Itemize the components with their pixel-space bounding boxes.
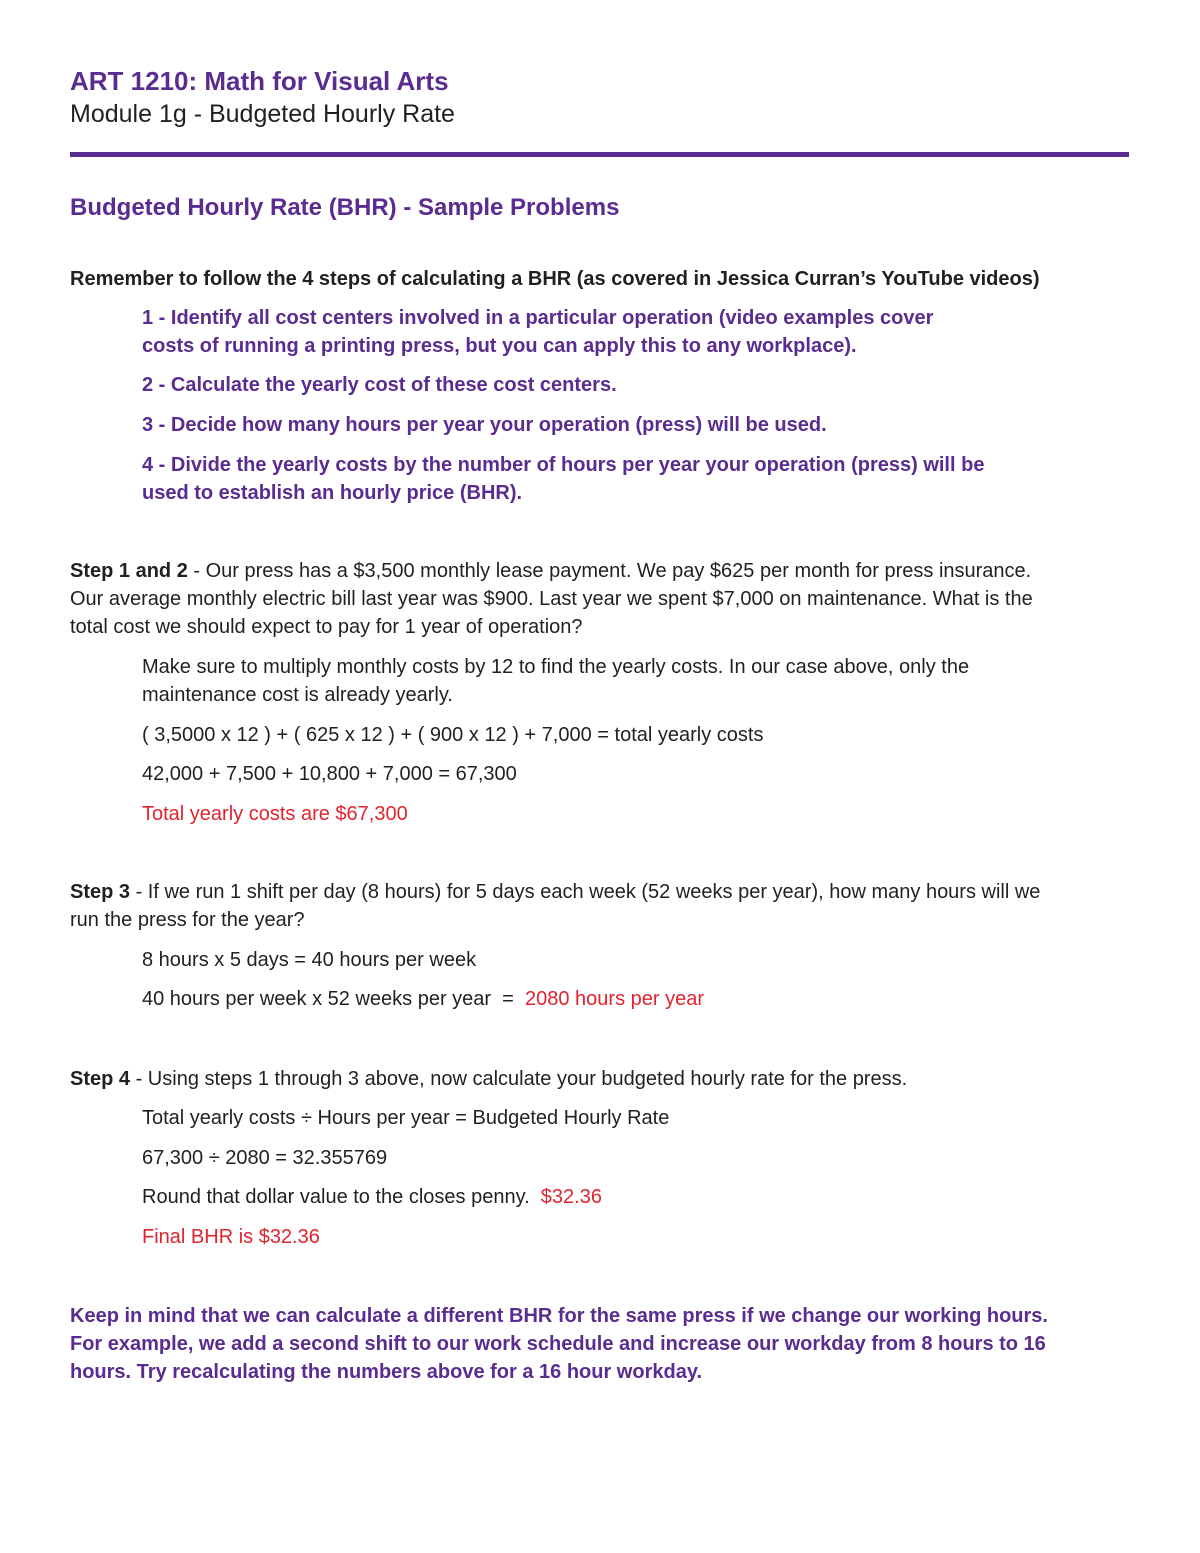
step12-calc-line1: ( 3,5000 x 12 ) + ( 625 x 12 ) + ( 900 x 12 ) + 7,000 = total yearly costs [142, 724, 764, 746]
step4-rounded-value: $32.36 [540, 1186, 602, 1208]
step3-text-line2: run the press for the year? [70, 909, 305, 931]
step3-calc-line1: 8 hours x 5 days = 40 hours per week [142, 949, 477, 971]
step-list-item-4-line2: used to establish an hourly price (BHR). [142, 482, 523, 504]
step-list-item-4-line1: 4 - Divide the yearly costs by the number of hours per year your operation (press) will be [142, 454, 985, 476]
step-list-item-1-line1: 1 - Identify all cost centers involved in a particular operation (video examples cover [142, 307, 934, 329]
closing-line1: Keep in mind that we can calculate a different BHR for the same press if we change our working hours. [70, 1305, 1048, 1327]
closing-line3: hours. Try recalculating the numbers above for a 16 hour workday. [70, 1361, 703, 1383]
step4-calc-line3-text: Round that dollar value to the closes penny. [142, 1186, 541, 1208]
step4-paragraph-line1 [70, 1068, 907, 1091]
section-title: Budgeted Hourly Rate (BHR) - Sample Problems [70, 194, 620, 221]
step4-calc-line1: Total yearly costs ÷ Hours per year = Budgeted Hourly Rate [142, 1107, 670, 1129]
closing-line2: For example, we add a second shift to our work schedule and increase our workday from 8 hours to 16 [70, 1333, 1046, 1355]
step3-calc-line2 [142, 988, 704, 1011]
course-title: ART 1210: Math for Visual Arts [70, 66, 449, 96]
step4-calc-line2: 67,300 ÷ 2080 = 32.355769 [142, 1147, 388, 1169]
step12-label: Step 1 and 2 [70, 560, 188, 582]
step3-text-line1: - If we run 1 shift per day (8 hours) for 5 days each week (52 weeks per year), how many hours will we [130, 881, 1041, 903]
step3-calc-line2-text: 40 hours per week x 52 weeks per year = [142, 988, 525, 1010]
header-divider [70, 152, 1129, 157]
step4-calc-line3 [142, 1186, 602, 1209]
step-list-item-3: 3 - Decide how many hours per year your operation (press) will be used. [142, 414, 827, 436]
step4-label: Step 4 [70, 1068, 131, 1090]
module-title: Module 1g - Budgeted Hourly Rate [70, 100, 455, 128]
step12-note-line2: maintenance cost is already yearly. [142, 684, 453, 706]
step12-text-line3: total cost we should expect to pay for 1 year of operation? [70, 616, 583, 638]
step3-result: 2080 hours per year [524, 988, 704, 1010]
step12-text-line1: - Our press has a $3,500 monthly lease payment. We pay $625 per month for press insurance. [187, 560, 1032, 582]
step-list-item-2: 2 - Calculate the yearly cost of these cost centers. [142, 374, 617, 396]
step3-label: Step 3 [70, 881, 131, 903]
step4-text-line1: - Using steps 1 through 3 above, now calculate your budgeted hourly rate for the press. [130, 1068, 908, 1090]
step3-paragraph-line1 [70, 881, 1040, 904]
intro-text: Remember to follow the 4 steps of calculating a BHR (as covered in Jessica Curran’s YouTube videos) [70, 268, 1040, 290]
step12-note-line1: Make sure to multiply monthly costs by 12 to find the yearly costs. In our case above, only the [142, 656, 970, 678]
step12-result: Total yearly costs are $67,300 [142, 803, 408, 825]
step4-result: Final BHR is $32.36 [142, 1226, 320, 1248]
step12-text-line2: Our average monthly electric bill last year was $900. Last year we spent $7,000 on maintenance. What is the [70, 588, 1033, 610]
step12-calc-line2: 42,000 + 7,500 + 10,800 + 7,000 = 67,300 [142, 763, 517, 785]
step-list-item-1-line2: costs of running a printing press, but you can apply this to any workplace). [142, 335, 857, 357]
step12-paragraph-line1 [70, 560, 1031, 583]
